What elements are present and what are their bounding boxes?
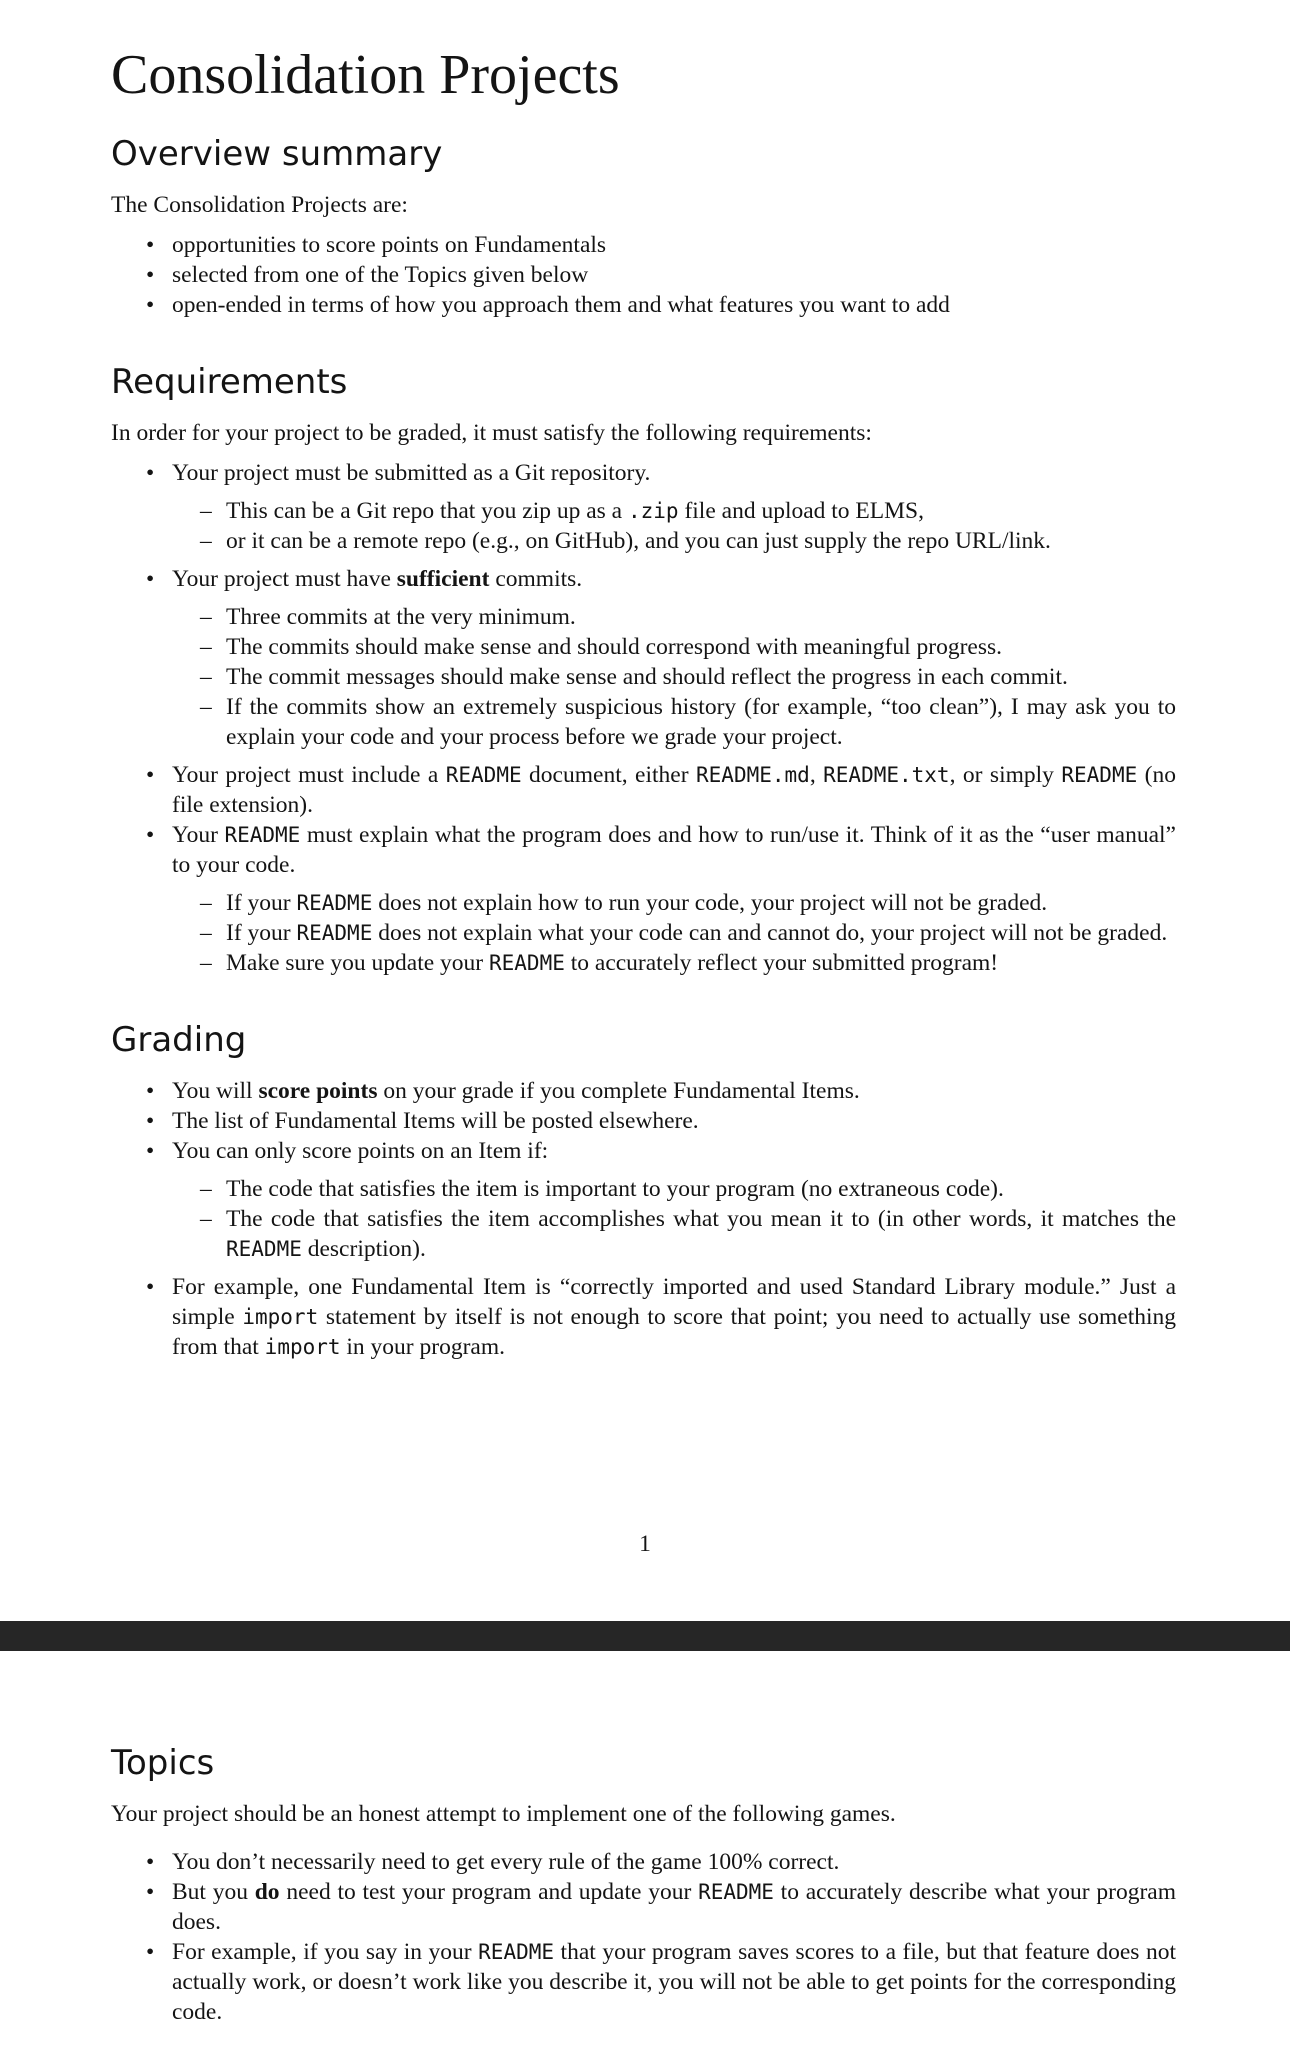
requirement-subitem: – The commits should make sense and should correspond with meaningful progress.: [226, 632, 1176, 662]
requirement-subitem: – This can be a Git repo that you zip up as a .zip file and upload to ELMS,: [226, 496, 1176, 526]
bold-text: do: [254, 1879, 280, 1905]
grading-item: • The list of Fundamental Items will be posted elsewhere.: [172, 1106, 1176, 1136]
page-1-content: [111, 40, 1176, 1362]
overview-heading: Overview summary: [111, 134, 443, 174]
grading-heading: Grading: [111, 1020, 247, 1060]
grading-item: • You will score points on your grade if you complete Fundamental Items.: [172, 1076, 1176, 1106]
topics-intro: Your project should be an honest attempt to implement one of the following games.: [111, 1801, 896, 1827]
topics-heading: Topics: [111, 1743, 215, 1783]
requirement-subitem: – Three commits at the very minimum.: [226, 602, 1176, 632]
topics-item: • You don’t necessarily need to get every rule of the game 100% correct.: [172, 1847, 1176, 1877]
requirement-sublist: [172, 602, 1176, 752]
page-2: [0, 1651, 1290, 2065]
grading-sublist: [172, 1174, 1176, 1264]
topics-item: • But you do need to test your program and update your README to accurately describe what your program does.: [172, 1877, 1176, 1937]
requirements-list: [111, 458, 1176, 978]
requirement-text: Your project must be submitted as a Git repository.: [172, 460, 651, 486]
requirement-subitem: – If the commits show an extremely suspicious history (for example, “too clean”), I may ask you to explain your code and your process before we grade your project.: [226, 692, 1176, 752]
page-2-content: [111, 1741, 1176, 2027]
overview-list: [111, 230, 1176, 320]
overview-item: • selected from one of the Topics given below: [172, 260, 1176, 290]
requirements-intro: In order for your project to be graded, it must satisfy the following requirements:: [111, 420, 872, 446]
grading-subitem: – The code that satisfies the item accomplishes what you mean it to (in other words, it matches the README description).: [226, 1204, 1176, 1264]
bold-text: sufficient: [396, 566, 490, 592]
overview-item: • open-ended in terms of how you approach them and what features you want to add: [172, 290, 1176, 320]
requirement-item: • Your project must include a README document, either README.md, README.txt, or simply README (no file extension).: [172, 760, 1176, 820]
topics-item: • For example, if you say in your README that your program saves scores to a file, but that feature does not actually work, or doesn’t work like you describe it, you will not be able to get points for the corresponding code.: [172, 1937, 1176, 2027]
grading-item: • For example, one Fundamental Item is “correctly imported and used Standard Library module.” Just a simple import statement by itself is not enough to score that point; you need to actually use something from that import in your program.: [172, 1272, 1176, 1362]
requirement-subitem: – The commit messages should make sense and should reflect the progress in each commit.: [226, 662, 1176, 692]
requirement-subitem: – Make sure you update your README to accurately reflect your submitted program!: [226, 948, 1176, 978]
topics-list: [111, 1847, 1176, 2027]
grading-subitem: – The code that satisfies the item is important to your program (no extraneous code).: [226, 1174, 1176, 1204]
requirement-item: [172, 458, 1176, 556]
bold-text: score points: [258, 1078, 378, 1104]
requirement-subitem: – If your README does not explain what your code can and cannot do, your project will not be graded.: [226, 918, 1176, 948]
grading-item: • You can only score points on an Item if: – The code that satisfies the item is important to your program (no extraneous code). – The code that satisfies the item accomplishes what you mean it to (in other words, it matches the README description).: [172, 1136, 1176, 1264]
requirement-subitem: – or it can be a remote repo (e.g., on GitHub), and you can just supply the repo URL/link.: [226, 526, 1176, 556]
page-separator: [0, 1621, 1290, 1651]
overview-item: • opportunities to score points on Fundamentals: [172, 230, 1176, 260]
overview-intro: The Consolidation Projects are:: [111, 192, 408, 218]
requirement-sublist: [172, 496, 1176, 556]
requirement-subitem: – If your README does not explain how to run your code, your project will not be graded.: [226, 888, 1176, 918]
grading-list: [111, 1076, 1176, 1362]
requirement-sublist: [172, 888, 1176, 978]
document-title: Consolidation Projects: [111, 44, 620, 106]
page-number: 1: [639, 1531, 651, 1557]
requirements-heading: Requirements: [111, 362, 348, 402]
requirement-item: • Your README must explain what the program does and how to run/use it. Think of it as the “user manual” to your code. – If your README does not explain how to run your code, your project will not be graded. – If your README does not explain what your code can and cannot do, your project will not be graded. – Make sure you update your README to accurately reflect your submitted program!: [172, 820, 1176, 978]
requirement-item: • Your project must have sufficient commits. – Three commits at the very minimum. – The commits should make sense and should correspond with meaningful progress. – The commit messages should make sense and should reflect the progress in each commit. – If the commits show an extremely suspicious history (for example, “too clean”), I may ask you to explain your code and your process before we grade your project.: [172, 564, 1176, 752]
inline-code: .zip: [628, 499, 679, 523]
